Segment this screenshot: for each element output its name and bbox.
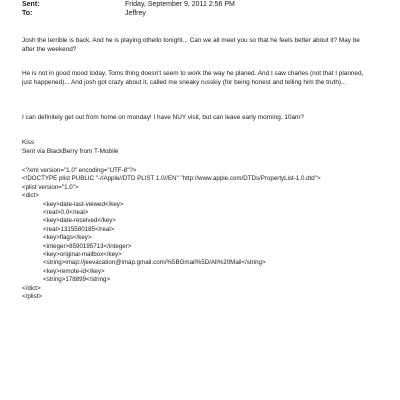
xml-line: <plist version="1.0"> [22, 183, 79, 191]
xml-line: <key>remote-id</key> [43, 267, 105, 275]
xml-line: <key>date-received</key> [43, 217, 116, 225]
body-paragraph-3: I can definitely get out from home on monday! I have NUY visit, but can leave early morning. 10am? [22, 114, 304, 121]
xml-line: <integer>8590195713</integer> [43, 242, 132, 250]
xml-line: <key>flags</key> [43, 234, 92, 242]
xml-line: </plist> [22, 293, 42, 301]
to-value: Jeffrey [125, 10, 146, 17]
to-label: To: [22, 10, 33, 17]
xml-line: <real>0.0</real> [43, 209, 89, 217]
xml-line: </dict> [22, 284, 41, 292]
body-paragraph-1: Josh the terrible is back. And he is playing othello tonight... Can we all meet you so that he feels better about it? May be after the weekend? [22, 37, 360, 53]
xml-line: <string>178899</string> [43, 276, 111, 284]
xml-line: <real>1315580185</real> [43, 225, 115, 233]
to-row [22, 9, 146, 18]
xml-line: <?xml version="1.0" encoding="UTF-8"?> [22, 167, 137, 174]
sent-label: Sent: [22, 1, 40, 8]
xml-line: <dict> [22, 192, 39, 200]
xml-line: <!DOCTYPE plist PUBLIC "-//Apple//DTD PLIST 1.0//EN" "http://www.apple.com/DTDs/PropertyList-1.0.dtd"> [22, 175, 321, 183]
xml-line: <key>date-last-viewed</key> [43, 200, 124, 208]
xml-plist-block [22, 167, 382, 302]
xml-line: <string>imap://jeevacation@imap.gmail.com/%5BGmail%5D/All%20Mail</string> [43, 259, 266, 267]
body-paragraph-2: He is not in good mood today. Toms thing doesn't seem to work the way he planed. And I saw charles (not that I planned, just happened)... And josh got crazy about it, called me sneaky russkiy (for being honest and telling him the truth)... [22, 70, 364, 86]
xml-line: <key>original-mailbox</key> [43, 251, 122, 259]
sent-row [22, 0, 235, 9]
sent-value: Friday, September 9, 2011 2:56 PM [125, 1, 235, 8]
signature-device: Sent via BlackBerry from T-Mobile [22, 148, 119, 155]
signature-kiss: Kiss [22, 139, 35, 146]
